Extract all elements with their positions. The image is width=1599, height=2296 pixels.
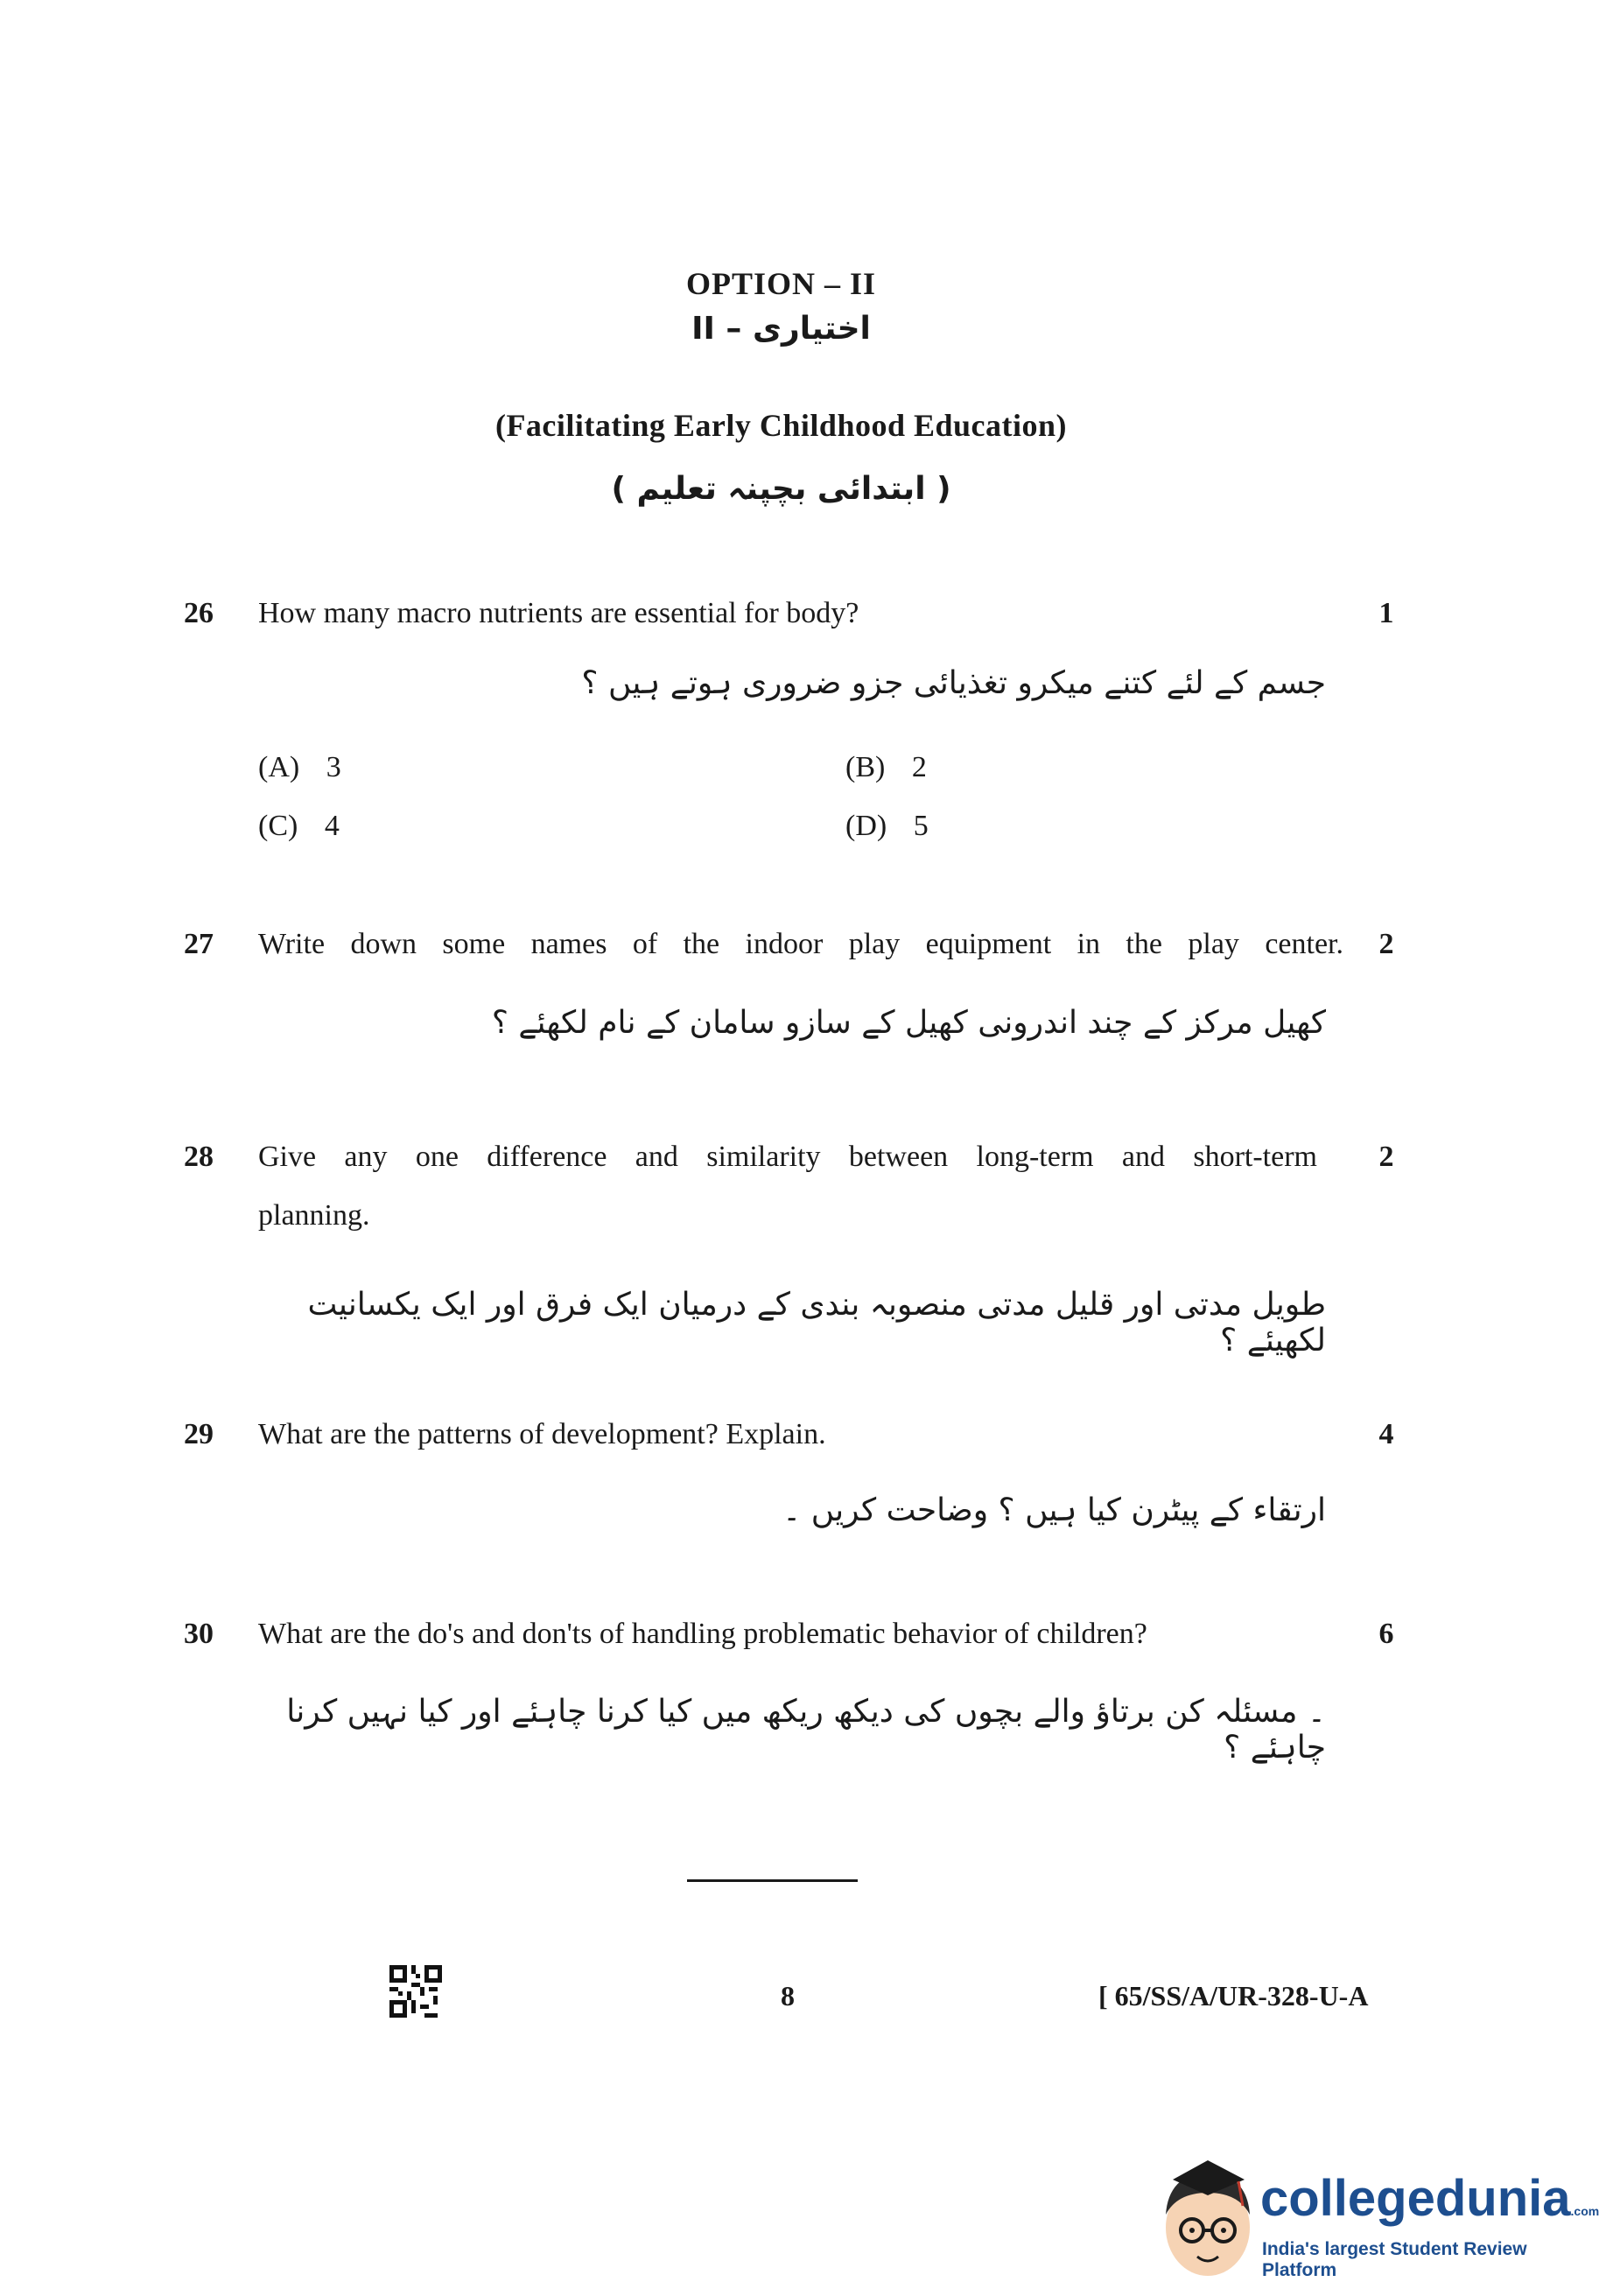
question-text-urdu: ۔ مسئلہ کن برتاؤ والے بچوں کی دیکھ ریکھ میں کیا کرنا چاہئے اور کیا نہیں کرنا چاہئے ؟ [286, 1694, 1326, 1766]
end-divider [687, 1879, 858, 1882]
question-text: Write down some names of the indoor play equipment in the play center. [258, 928, 1343, 960]
option-value: 5 [913, 810, 929, 842]
question-text-urdu: جسم کے لئے کتنے میکرو تغذیائی جزو ضروری ہوتے ہیں ؟ [581, 665, 1326, 701]
qr-code-icon [389, 1965, 442, 2018]
subject-title: (Facilitating Early Childhood Education) [494, 408, 1068, 443]
option-value: 4 [324, 810, 340, 842]
question-marks: 4 [1378, 1418, 1394, 1450]
page-number: 8 [781, 1980, 795, 2012]
question-number: 28 [184, 1141, 214, 1173]
question-text: What are the do's and don'ts of handling problematic behavior of children? [258, 1618, 1147, 1650]
option-value: 2 [911, 751, 927, 783]
question-marks: 2 [1378, 928, 1394, 960]
question-number: 29 [184, 1418, 214, 1450]
question-text-urdu: طویل مدتی اور قلیل مدتی منصوبہ بندی کے درمیان ایک فرق اور ایک یکسانیت لکھیئے ؟ [307, 1287, 1326, 1359]
question-number: 30 [184, 1618, 214, 1650]
option-c [258, 810, 340, 843]
option-title: OPTION – II [685, 266, 877, 301]
option-label: (C) [258, 810, 298, 842]
option-title-urdu: II – اختیاری [691, 311, 871, 347]
question-marks: 2 [1378, 1141, 1394, 1173]
question-text: What are the patterns of development? Explain. [258, 1418, 826, 1450]
option-a [258, 751, 341, 784]
option-label: (A) [258, 751, 300, 783]
option-b [845, 751, 927, 784]
option-value: 3 [326, 751, 341, 783]
question-text-urdu: ارتقاء کے پیٹرن کیا ہیں ؟ وضاحت کریں ۔ [782, 1492, 1326, 1528]
question-text-line2: planning. [258, 1199, 370, 1232]
collegedunia-watermark [1147, 2145, 1599, 2285]
paper-code: [ 65/SS/A/UR-328-U-A [1098, 1980, 1369, 2012]
subject-title-urdu: ( ابتدائی بچپنہ تعلیم ) [611, 471, 951, 507]
brand-tagline: India's largest Student Review Platform [1262, 2239, 1527, 2280]
question-number: 26 [184, 597, 214, 629]
brand-name: collegedunia [1260, 2170, 1571, 2227]
option-label: (B) [845, 751, 886, 783]
question-number: 27 [184, 928, 214, 960]
brand-suffix: .com [1570, 2204, 1599, 2218]
question-text: How many macro nutrients are essential for body? [258, 597, 859, 629]
option-label: (D) [845, 810, 887, 842]
question-text-line1: Give any one difference and similarity between long-term and short-term [258, 1141, 1317, 1173]
question-marks: 1 [1378, 597, 1394, 629]
option-d [845, 810, 929, 843]
question-text-urdu: کھیل مرکز کے چند اندرونی کھیل کے سازو سامان کے نام لکھئے ؟ [491, 1005, 1326, 1041]
question-marks: 6 [1378, 1618, 1394, 1650]
student-mascot-icon [1147, 2145, 1269, 2285]
